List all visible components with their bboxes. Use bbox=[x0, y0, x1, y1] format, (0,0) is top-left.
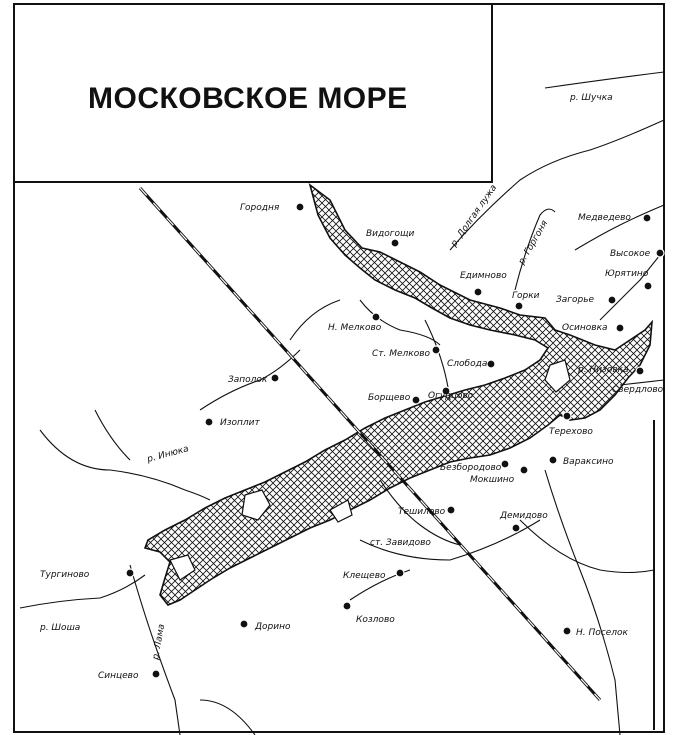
label-gorki: Горки bbox=[512, 291, 540, 301]
marker-turginovo bbox=[126, 569, 134, 577]
label-river-lama: р. Лама bbox=[151, 623, 168, 661]
label-yuryatino: Юрятино bbox=[605, 269, 649, 279]
label-river-shosha: р. Шоша bbox=[40, 623, 81, 633]
marker-st-melkovo bbox=[432, 346, 440, 354]
marker-borschevo bbox=[412, 396, 420, 404]
label-medvedevo: Медведево bbox=[578, 213, 631, 223]
label-kleschevo: Клещево bbox=[343, 571, 386, 581]
label-river-schuchka: р. Шучка bbox=[570, 93, 613, 103]
label-sinitsevo: Синцево bbox=[98, 671, 139, 681]
marker-sinitsevo bbox=[152, 670, 160, 678]
label-mokshino: Мокшино bbox=[470, 475, 515, 485]
label-osinovka: Осиновка bbox=[562, 323, 608, 333]
label-dorino: Дорино bbox=[255, 622, 291, 632]
marker-mokshino bbox=[520, 466, 528, 474]
marker-kozlovo bbox=[343, 602, 351, 610]
marker-medvedevo bbox=[643, 214, 651, 222]
marker-osinovka bbox=[616, 324, 624, 332]
label-river-inyuka: р. Инюка bbox=[146, 444, 190, 465]
marker-sverdlovo bbox=[636, 367, 644, 375]
label-gorodnya: Городня bbox=[240, 203, 280, 213]
marker-n-melkovo bbox=[372, 313, 380, 321]
marker-gorki bbox=[515, 302, 523, 310]
marker-yuryatino bbox=[644, 282, 652, 290]
label-n-poselok: Н. Поселок bbox=[576, 628, 628, 638]
label-n-melkovo: Н. Мелково bbox=[328, 323, 382, 333]
label-sverdlovo: Свердлово bbox=[612, 385, 664, 395]
label-zagorye: Загорье bbox=[556, 295, 595, 305]
marker-zagorye bbox=[608, 296, 616, 304]
label-borschevo: Борщево bbox=[368, 393, 411, 403]
label-varaksino: Вараксино bbox=[563, 457, 614, 467]
marker-bezborodovo bbox=[501, 460, 509, 468]
label-tesheloovo: Тешилово bbox=[398, 507, 446, 517]
label-edimnovo: Едимново bbox=[460, 271, 507, 281]
label-demidovo: Демидово bbox=[500, 511, 548, 521]
label-st-melkovo: Ст. Мелково bbox=[372, 349, 431, 359]
label-river-nizovka: р. Низовка bbox=[578, 365, 629, 375]
label-st-zavidovo: ст. Завидово bbox=[370, 538, 431, 548]
marker-izoplit bbox=[205, 418, 213, 426]
right-edge-strip bbox=[654, 420, 664, 730]
marker-gorodnya bbox=[296, 203, 304, 211]
label-zapolok: Заполок bbox=[228, 375, 268, 385]
map-title: МОСКОВСКОЕ МОРЕ bbox=[88, 82, 408, 115]
label-ogurtsovo: Огурцово bbox=[428, 391, 474, 401]
label-terekhovo: Терехово bbox=[549, 427, 593, 437]
marker-edimnovo bbox=[474, 288, 482, 296]
marker-tesheloovo bbox=[447, 506, 455, 514]
label-river-gorgonya: р. Горгоня bbox=[516, 218, 551, 267]
marker-n-poselok bbox=[563, 627, 571, 635]
marker-dorino bbox=[240, 620, 248, 628]
label-turginovo: Тургиново bbox=[40, 570, 90, 580]
label-bezborodovo: Безбородово bbox=[440, 463, 502, 473]
label-vysokoe: Высокое bbox=[610, 249, 651, 259]
marker-kleschevo bbox=[396, 569, 404, 577]
label-sloboda: Слобода bbox=[447, 359, 488, 369]
label-river-dolgaya-luzha: р. Долгая лужа bbox=[449, 183, 500, 249]
label-kozlovo: Козлово bbox=[356, 615, 395, 625]
marker-demidovo bbox=[512, 524, 520, 532]
marker-vidogoschi bbox=[391, 239, 399, 247]
label-vidogoschi: Видогощи bbox=[366, 229, 415, 239]
marker-sloboda bbox=[487, 360, 495, 368]
marker-varaksino bbox=[549, 456, 557, 464]
marker-zapolok bbox=[271, 374, 279, 382]
marker-vysokoe bbox=[656, 249, 664, 257]
label-izoplit: Изоплит bbox=[220, 418, 260, 428]
marker-terekhovo bbox=[563, 412, 571, 420]
